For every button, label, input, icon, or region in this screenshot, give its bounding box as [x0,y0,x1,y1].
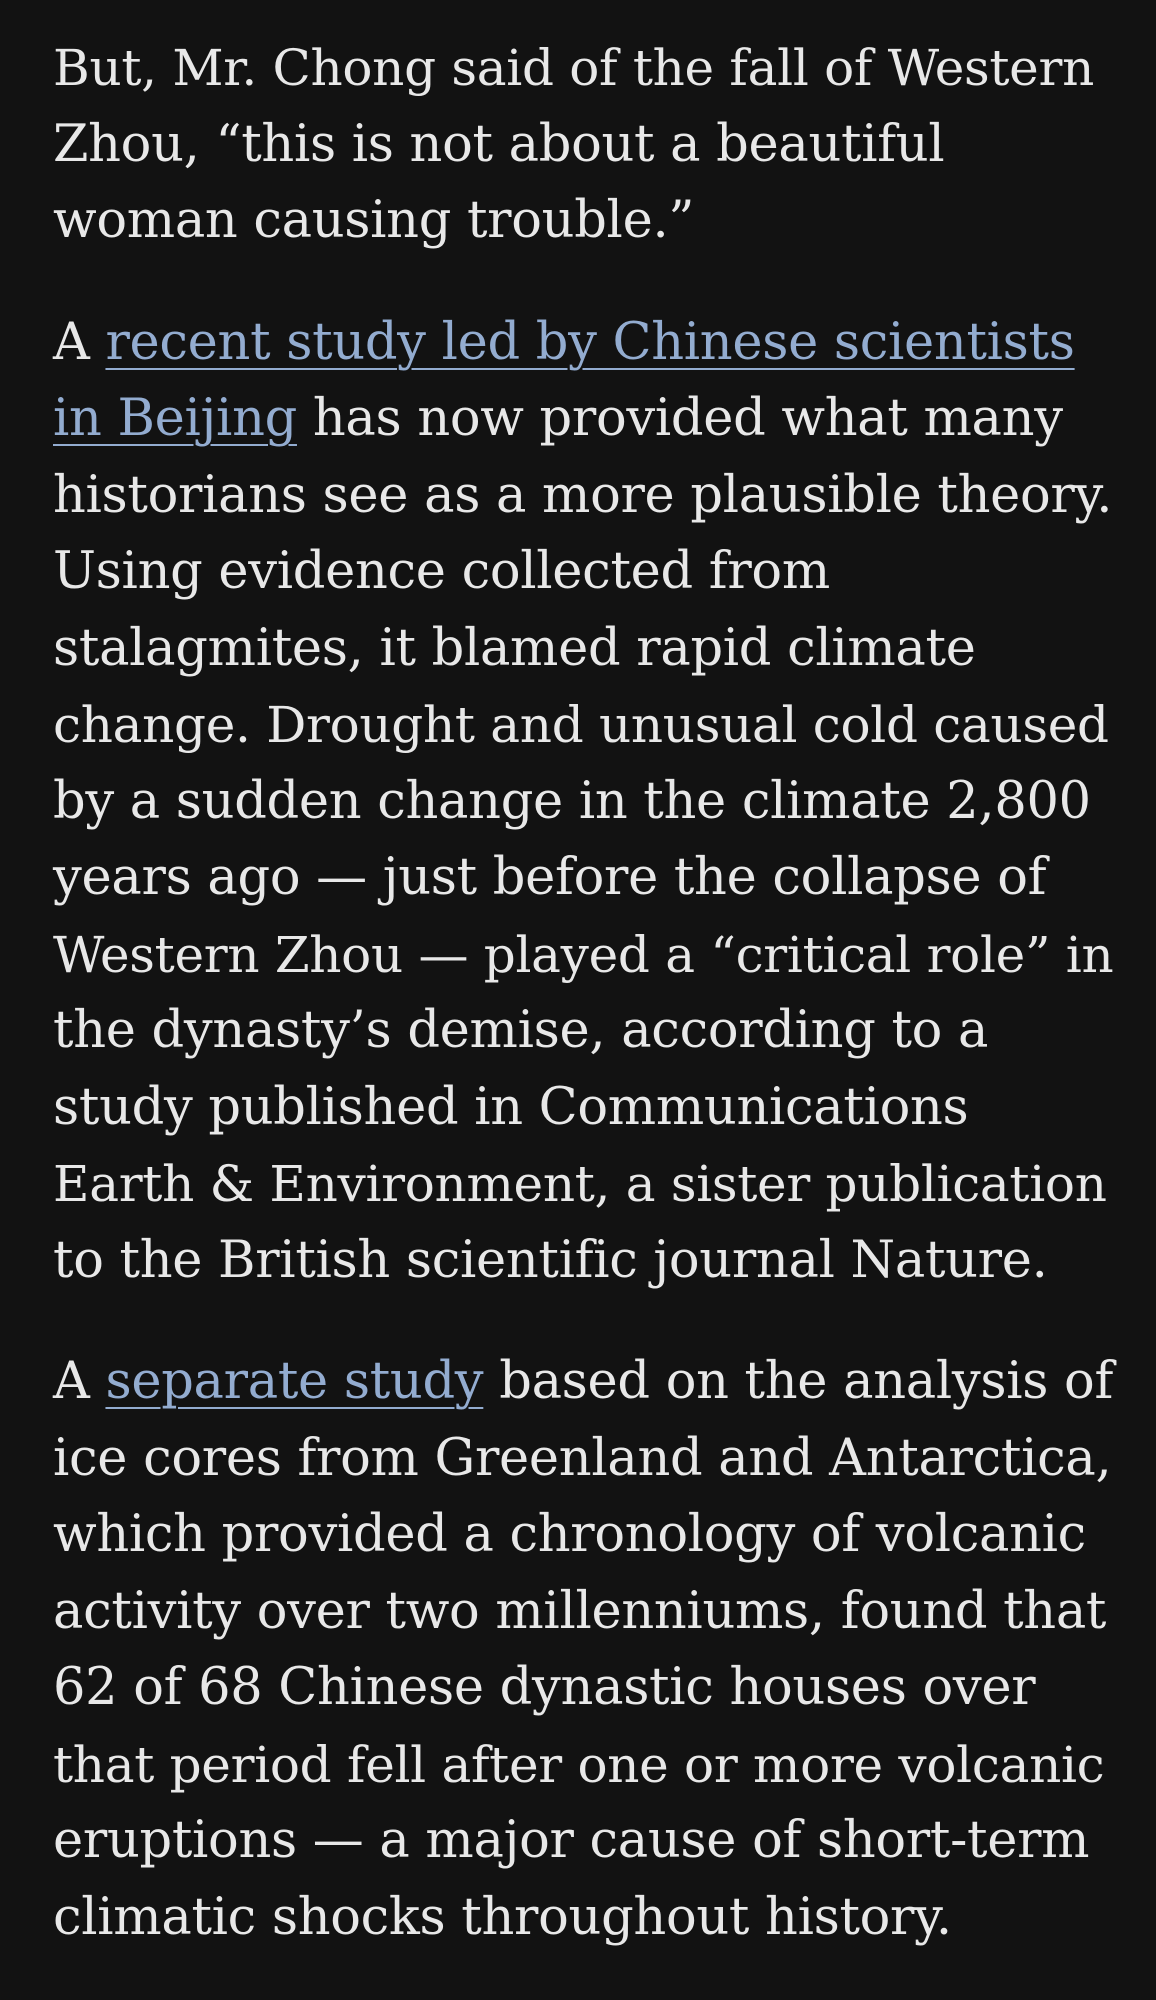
text-line [53,1880,1113,1957]
text-run: eruptions — a major cause of short-term [53,1811,1090,1870]
text-line [53,1223,1113,1300]
text-line [53,611,1113,688]
text-run: Western Zhou — played a “critical role” in [53,925,1114,984]
text-line [53,30,1113,107]
text-line [53,107,1113,184]
text-run: study published in Communications [53,1077,969,1137]
text-line [53,1070,1113,1147]
text-line [53,381,1113,458]
text-run: Earth & Environment, a sister publication [53,1155,1107,1213]
text-run: which provided a chronology of volcanic [53,1505,1086,1564]
text-line [53,305,1113,382]
text-run: stalagmites, it blamed rapid climate [53,618,976,678]
text-run: 62 of 68 Chinese dynastic houses over [53,1658,1036,1717]
paragraph-climate-study [53,305,1113,1300]
text-run: has now provided what many [296,389,1063,448]
text-run: years ago — just before the collapse of [53,848,1047,907]
text-line [53,183,1113,260]
text-line [53,1344,1113,1421]
text-run: by a sudden change in the climate 2,800 [53,771,1091,831]
text-run: historians see as a more plausible theory. [53,465,1113,525]
text-run: change. Drought and unusual cold caused [53,696,1109,754]
text-line [53,1803,1113,1880]
link-recent-study-continued[interactable]: in Beijing [53,389,297,448]
text-line [53,1727,1113,1804]
text-line [53,534,1113,611]
text-run: Using evidence collected from [53,542,830,601]
text-run: ice cores from Greenland and Antarctica, [53,1428,1112,1488]
text-line [53,993,1113,1070]
text-line [53,1497,1113,1574]
text-line [53,764,1113,841]
text-line [53,687,1113,764]
text-run: activity over two millenniums, found that [53,1581,1107,1641]
text-run: Zhou, “this is not about a beautiful [53,114,945,174]
text-run: climatic shocks throughout history. [53,1887,952,1947]
paragraph-chong-quote [53,30,1113,260]
text-run: the dynasty’s demise, according to a [53,1001,989,1060]
text-run: A [53,312,106,372]
text-line [53,1421,1113,1498]
article-body [53,30,1113,1956]
text-line [53,1146,1113,1223]
text-line [53,840,1113,917]
link-recent-study[interactable]: recent study led by Chinese scientists [105,312,1075,372]
text-line [53,1650,1113,1727]
text-run: to the British scientific journal Nature. [53,1230,1048,1290]
text-line [53,1574,1113,1651]
text-run: A [53,1352,106,1411]
text-line [53,917,1113,994]
text-run: that period fell after one or more volcanic [53,1735,1105,1794]
text-run: based on the analysis of [483,1352,1114,1411]
paragraph-volcanic-study [53,1344,1113,1956]
text-run: woman causing trouble.” [53,191,695,250]
text-run: But, Mr. Chong said of the fall of Western [53,39,1094,97]
text-line [53,458,1113,535]
link-separate-study[interactable]: separate study [105,1352,484,1411]
